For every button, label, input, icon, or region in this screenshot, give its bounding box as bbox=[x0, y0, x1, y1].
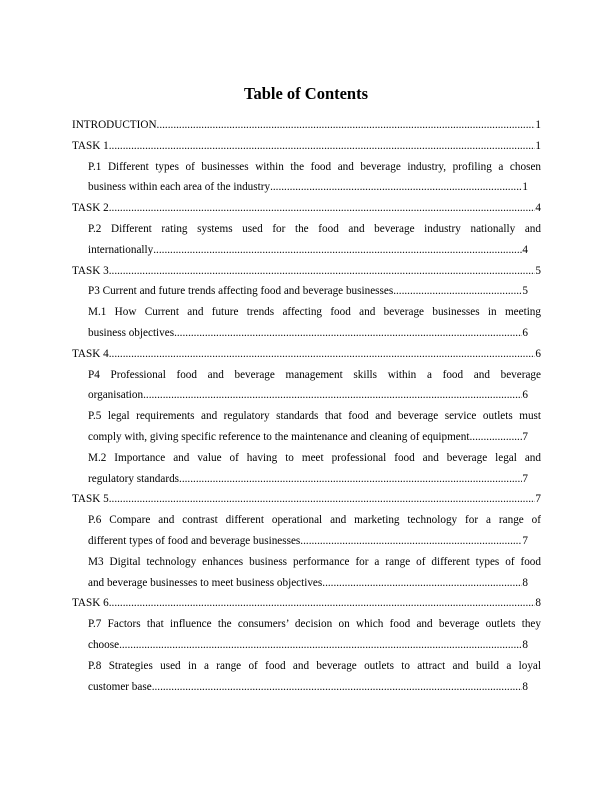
toc-entry-line: customer base bbox=[88, 680, 152, 693]
toc-page-number: 7 bbox=[522, 472, 528, 485]
toc-entry-line: and beverage businesses to meet business objectives bbox=[88, 576, 323, 589]
dot-leader bbox=[270, 177, 522, 198]
toc-entry-task-2[interactable] bbox=[72, 198, 541, 219]
toc-entry-line: P4 Professional food and beverage management skills within a food and beverage bbox=[88, 368, 541, 381]
dot-leader bbox=[143, 385, 522, 406]
toc-entry-line: internationally bbox=[88, 243, 154, 256]
toc-entry-line: business within each area of the industry bbox=[88, 181, 271, 194]
toc-entry-p8[interactable] bbox=[72, 656, 541, 698]
toc-page-number: 6 bbox=[522, 389, 528, 402]
toc-page-number: 7 bbox=[522, 430, 528, 443]
toc-entry-m3[interactable] bbox=[72, 552, 541, 594]
toc-entry-task-5[interactable] bbox=[72, 489, 541, 510]
toc-page-number: 1 bbox=[535, 119, 541, 131]
toc-entry-line: P.1 Different types of businesses within the food and beverage industry, profiling a chosen bbox=[88, 160, 541, 173]
toc-page-number: 6 bbox=[522, 326, 528, 339]
toc-page-number: 6 bbox=[535, 347, 541, 360]
toc-page-number: 5 bbox=[535, 264, 541, 277]
toc-entry-p7[interactable] bbox=[72, 614, 541, 656]
dot-leader bbox=[109, 261, 536, 282]
toc-entry-p2[interactable] bbox=[72, 219, 541, 261]
toc-entry-line: P.6 Compare and contrast different operational and marketing technology for a range of bbox=[88, 514, 541, 527]
dot-leader bbox=[109, 344, 536, 365]
toc-page-number: 8 bbox=[522, 638, 528, 651]
dot-leader bbox=[109, 489, 536, 510]
dot-leader bbox=[174, 323, 522, 344]
dot-leader bbox=[469, 427, 522, 448]
toc-entry-m1[interactable] bbox=[72, 302, 541, 344]
toc-page-number: 7 bbox=[535, 493, 541, 506]
toc-entry-label: TASK 5 bbox=[72, 493, 109, 506]
toc-page-number: 8 bbox=[522, 680, 528, 693]
dot-leader bbox=[152, 677, 523, 698]
toc-entry-task-6[interactable] bbox=[72, 593, 541, 614]
toc-entry-line: M3 Digital technology enhances business performance for a range of different types of food bbox=[88, 555, 541, 568]
dot-leader bbox=[322, 573, 522, 594]
dot-leader bbox=[300, 531, 522, 552]
toc-entry-line: P.2 Different rating systems used for the food and beverage industry nationally and bbox=[88, 222, 541, 235]
toc-entry-line: different types of food and beverage businesses bbox=[88, 534, 301, 547]
toc-entry-p3[interactable] bbox=[72, 281, 541, 302]
toc-page-number: 4 bbox=[535, 202, 541, 215]
toc-entry-line: business objectives bbox=[88, 326, 175, 339]
dot-leader bbox=[179, 469, 522, 490]
dot-leader bbox=[153, 240, 522, 261]
toc-page-number: 5 bbox=[522, 285, 528, 298]
toc-page-number: 7 bbox=[522, 534, 528, 547]
dot-leader bbox=[109, 198, 536, 219]
toc-entry-line: P.7 Factors that influence the consumers’ decision on which food and beverage outlets they bbox=[88, 618, 541, 631]
toc-entry-label: TASK 3 bbox=[72, 264, 109, 277]
toc-page-number: 1 bbox=[522, 181, 528, 194]
toc-entry-task-1[interactable] bbox=[72, 136, 541, 157]
toc-page-number: 1 bbox=[535, 139, 541, 152]
toc-entry-p1[interactable] bbox=[72, 157, 541, 199]
toc-entry-task-4[interactable] bbox=[72, 344, 541, 365]
toc-page-number: 4 bbox=[522, 243, 528, 256]
toc-entry-task-3[interactable] bbox=[72, 261, 541, 282]
toc-entry-line: P.8 Strategies used in a range of food and beverage outlets to attract and build a loyal bbox=[88, 659, 541, 672]
toc-entry-line: P3 Current and future trends affecting food and beverage businesses bbox=[88, 285, 394, 298]
toc-entry-m2[interactable] bbox=[72, 448, 541, 490]
toc-entry-p5[interactable] bbox=[72, 406, 541, 448]
toc-page-number: 8 bbox=[522, 576, 528, 589]
toc-entry-line: M.2 Importance and value of having to meet professional food and beverage legal and bbox=[88, 451, 541, 464]
page-title: Table of Contents bbox=[243, 84, 369, 103]
toc-entry-line: organisation bbox=[88, 389, 144, 402]
dot-leader bbox=[109, 593, 536, 614]
toc-page-number: 8 bbox=[535, 597, 541, 610]
toc-entry-label: TASK 4 bbox=[72, 347, 109, 360]
toc-entry-line: P.5 legal requirements and regulatory standards that food and beverage service outlets must bbox=[88, 410, 541, 423]
dot-leader bbox=[109, 136, 536, 157]
toc-entry-line: M.1 How Current and future trends affecting food and beverage businesses in meeting bbox=[88, 306, 541, 319]
toc-entry-introduction[interactable] bbox=[72, 115, 541, 136]
dot-leader bbox=[119, 635, 522, 656]
table-of-contents bbox=[72, 115, 541, 697]
toc-entry-p4[interactable] bbox=[72, 365, 541, 407]
toc-entry-line: comply with, giving specific reference to the maintenance and cleaning of equipment bbox=[88, 430, 470, 443]
dot-leader bbox=[393, 281, 522, 302]
toc-entry-label: TASK 1 bbox=[72, 139, 109, 152]
toc-entry-line: choose bbox=[88, 638, 120, 651]
toc-entry-p6[interactable] bbox=[72, 510, 541, 552]
toc-entry-label: TASK 2 bbox=[72, 202, 109, 215]
toc-entry-line: regulatory standards bbox=[88, 472, 180, 485]
dot-leader bbox=[157, 115, 536, 136]
toc-entry-label: INTRODUCTION bbox=[72, 119, 157, 131]
toc-entry-label: TASK 6 bbox=[72, 597, 109, 610]
